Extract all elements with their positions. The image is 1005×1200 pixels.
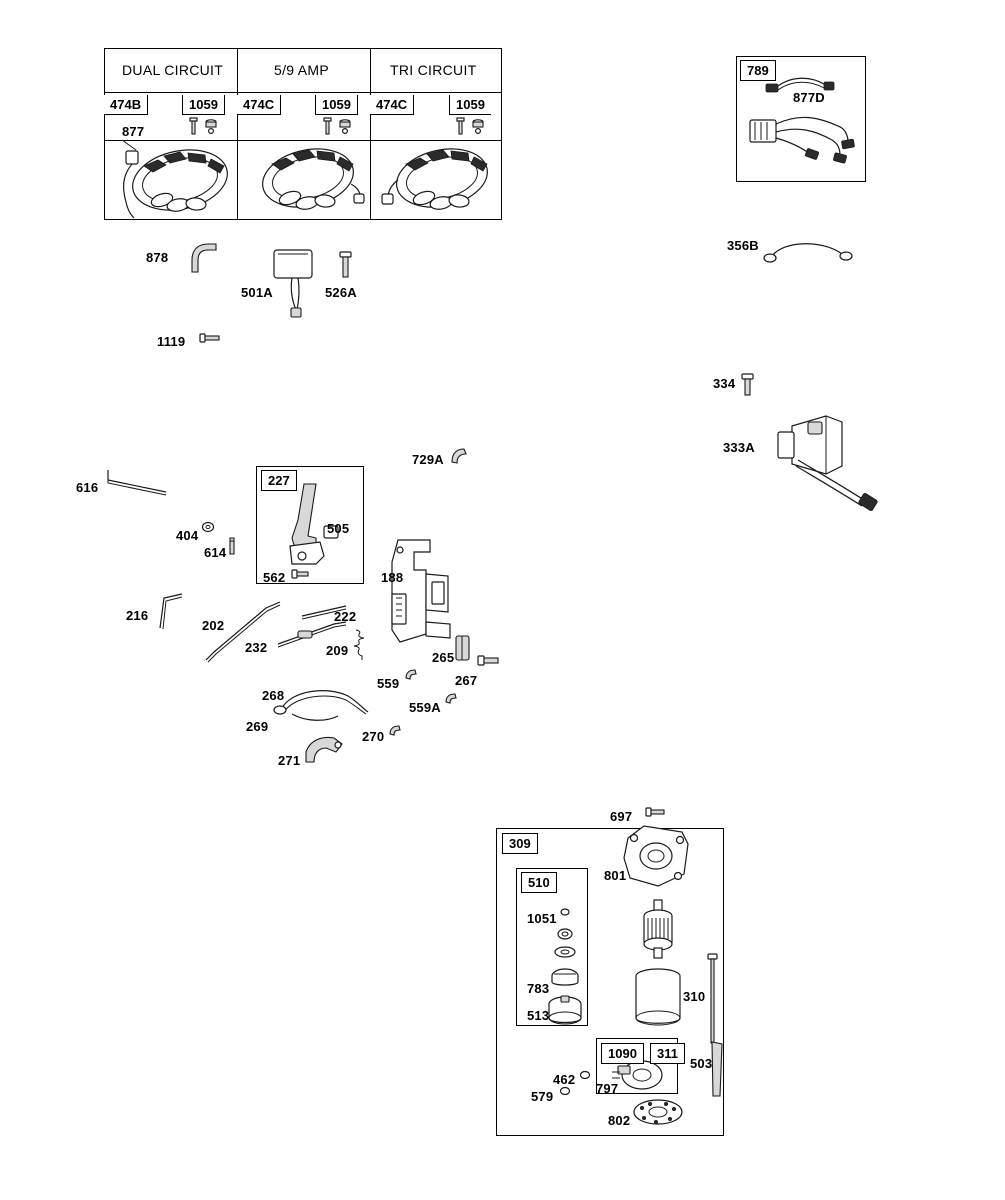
stator-table-header-divider <box>104 92 502 93</box>
part-802-end-plate <box>632 1098 684 1126</box>
part-270-fastener <box>386 722 404 740</box>
part-562-screw <box>290 566 310 582</box>
part-559-fastener <box>402 666 420 684</box>
callout-616: 616 <box>76 480 99 495</box>
callout-268: 268 <box>262 688 285 703</box>
callout-562: 562 <box>263 570 286 585</box>
part-1119-screw <box>198 330 222 346</box>
callout-503: 503 <box>690 1056 713 1071</box>
callout-802: 802 <box>608 1113 631 1128</box>
callout-501a: 501A <box>241 285 273 300</box>
callout-356b: 356B <box>727 238 759 253</box>
callout-579: 579 <box>531 1089 554 1104</box>
stator-table-col-divider-2 <box>370 48 371 220</box>
part-462-fastener <box>578 1068 592 1082</box>
callout-333a: 333A <box>723 440 755 455</box>
callout-513: 513 <box>527 1008 550 1023</box>
part-404-washer <box>200 520 216 534</box>
callout-188: 188 <box>381 570 404 585</box>
stator-part-474C-2: 474C <box>370 95 414 115</box>
part-271-choke-lever <box>300 732 350 768</box>
stator-column-header-1: DUAL CIRCUIT <box>122 62 224 78</box>
callout-526a: 526A <box>325 285 357 300</box>
part-729A-clip <box>448 446 470 468</box>
callout-232: 232 <box>245 640 268 655</box>
callout-270: 270 <box>362 729 385 744</box>
fastener-icons-1059-3 <box>453 116 493 138</box>
part-783-pinion-gear <box>548 966 582 990</box>
callout-309: 309 <box>502 833 538 854</box>
part-clip-ring <box>554 926 576 942</box>
callout-1090: 1090 <box>601 1043 644 1064</box>
part-878-clip <box>186 238 222 280</box>
fastener-icons-1059-2 <box>320 116 360 138</box>
part-614-pin <box>226 536 238 558</box>
part-216-rod <box>152 592 186 634</box>
part-1051-retainer <box>558 906 572 918</box>
stator-column-header-2: 5/9 AMP <box>274 62 330 78</box>
part-267-screw <box>476 652 500 670</box>
callout-269: 269 <box>246 719 269 734</box>
part-268-269-cable <box>272 678 372 726</box>
callout-559: 559 <box>377 676 400 691</box>
stator-part-474C-1: 474C <box>237 95 281 115</box>
callout-209: 209 <box>326 643 349 658</box>
callout-877: 877 <box>122 124 145 139</box>
callout-404: 404 <box>176 528 199 543</box>
stator-drawing-tri-circuit <box>380 140 498 220</box>
part-526A-screw <box>338 250 354 282</box>
callout-334: 334 <box>713 376 736 391</box>
callout-783: 783 <box>527 981 550 996</box>
stator-part-474B: 474B <box>104 95 148 115</box>
callout-510: 510 <box>521 872 557 893</box>
part-265-bushing <box>452 634 474 664</box>
callout-271: 271 <box>278 753 301 768</box>
part-616-control-rod <box>104 466 174 502</box>
part-333A-solenoid <box>768 408 888 520</box>
callout-267: 267 <box>455 673 478 688</box>
callout-216: 216 <box>126 608 149 623</box>
callout-462: 462 <box>553 1072 576 1087</box>
part-513-drive-assembly <box>544 996 586 1028</box>
callout-227: 227 <box>261 470 297 491</box>
callout-265: 265 <box>432 650 455 665</box>
part-334-screw <box>740 372 758 398</box>
callout-1119: 1119 <box>157 334 186 349</box>
part-armature <box>620 898 700 960</box>
callout-310: 310 <box>683 989 706 1004</box>
stator-drawing-5-9-amp <box>248 140 366 220</box>
callout-729a: 729A <box>412 452 444 467</box>
fastener-icons-1059-1 <box>186 116 226 138</box>
part-801-starter-end-cap <box>614 822 700 892</box>
callout-311: 311 <box>650 1043 685 1064</box>
part-209-spring <box>348 628 374 662</box>
stator-part-1059-3: 1059 <box>449 95 491 115</box>
stator-part-1059-1: 1059 <box>182 95 225 115</box>
callout-559a: 559A <box>409 700 441 715</box>
part-356B-ground-wire <box>764 236 854 268</box>
callout-801: 801 <box>604 868 627 883</box>
callout-877d: 877D <box>793 90 825 105</box>
callout-202: 202 <box>202 618 225 633</box>
callout-222: 222 <box>334 609 357 624</box>
part-501A-regulator <box>270 248 322 320</box>
callout-797: 797 <box>596 1081 619 1096</box>
callout-878: 878 <box>146 250 169 265</box>
part-697-screw <box>644 804 666 820</box>
callout-789: 789 <box>740 60 776 81</box>
stator-part-1059-2: 1059 <box>315 95 358 115</box>
part-559A-fastener <box>442 690 460 708</box>
callout-697: 697 <box>610 809 633 824</box>
part-through-bolt <box>704 952 722 1048</box>
callout-505: 505 <box>327 521 350 536</box>
part-washer-drive <box>552 944 578 960</box>
callout-614: 614 <box>204 545 227 560</box>
callout-1051: 1051 <box>527 911 557 926</box>
stator-column-header-3: TRI CIRCUIT <box>390 62 477 78</box>
